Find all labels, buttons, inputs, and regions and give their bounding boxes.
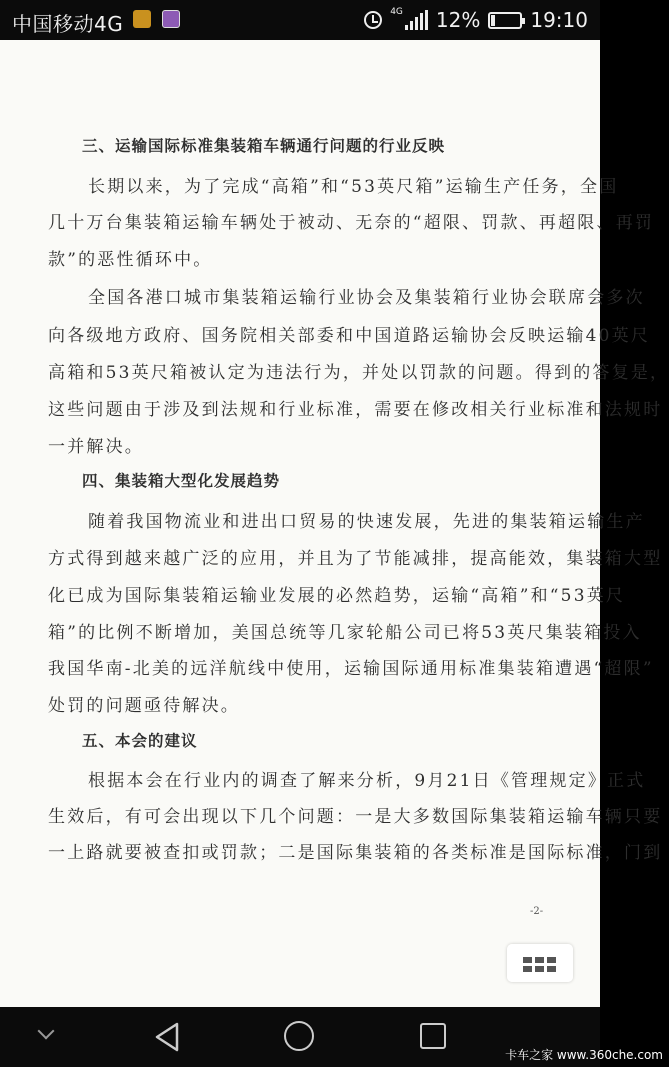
menu-grid-button[interactable] xyxy=(507,944,573,982)
section-heading: 五、本会的建议 xyxy=(82,731,198,750)
paragraph-line: 箱”的比例不断增加，美国总统等几家轮船公司已将53英尺集装箱投入 xyxy=(48,623,642,643)
page-number: -2- xyxy=(530,906,544,917)
paragraph-line: 生效后，有可会出现以下几个问题：一是大多数国际集装箱运输车辆只要 xyxy=(48,807,663,827)
section-heading: 三、运输国际标准集装箱车辆通行问题的行业反映 xyxy=(82,136,446,155)
paragraph-line: 处罚的问题亟待解决。 xyxy=(48,696,240,716)
document-page xyxy=(0,40,669,1007)
menu-grid-icon xyxy=(523,957,556,972)
paragraph-line: 我国华南-北美的远洋航线中使用，运输国际通用标准集装箱遭遇“超限” xyxy=(48,659,654,679)
status-bar xyxy=(0,0,600,40)
gallery-icon xyxy=(162,10,180,28)
paragraph-line: 向各级地方政府、国务院相关部委和中国道路运输协会反映运输40英尺 xyxy=(48,326,651,346)
paragraph-line: 根据本会在行业内的调查了解来分析，9月21日《管理规定》正式 xyxy=(88,771,646,791)
clock-time: 19:10 xyxy=(530,8,588,32)
back-icon[interactable] xyxy=(153,1021,181,1053)
paragraph-line: 高箱和53英尺箱被认定为违法行为，并处以罚款的问题。得到的答复是， xyxy=(48,363,669,383)
paragraph-line: 随着我国物流业和进出口贸易的快速发展，先进的集装箱运输生产 xyxy=(88,512,645,532)
status-indicators xyxy=(364,6,588,34)
battery-icon xyxy=(488,12,522,29)
paragraph-line: 这些问题由于涉及到法规和行业标准，需要在修改相关行业标准和法规时 xyxy=(48,400,663,420)
signal-icon xyxy=(405,10,428,30)
paragraph-line: 方式得到越来越广泛的应用，并且为了节能减排，提高能效，集装箱大型 xyxy=(48,549,663,569)
home-icon[interactable] xyxy=(284,1021,314,1051)
paragraph-line: 一并解决。 xyxy=(48,437,144,457)
network-type: 4G xyxy=(390,7,403,17)
paragraph-line: 全国各港口城市集装箱运输行业协会及集装箱行业协会联席会多次 xyxy=(88,288,645,308)
paragraph-line: 一上路就要被查扣或罚款；二是国际集装箱的各类标准是国际标准，门到 xyxy=(48,843,663,863)
alarm-icon xyxy=(364,11,382,29)
paragraph-line: 长期以来，为了完成“高箱”和“53英尺箱”运输生产任务，全国 xyxy=(88,177,619,197)
app-icon xyxy=(133,10,151,28)
chevron-down-icon[interactable] xyxy=(38,1023,55,1040)
paragraph-line: 款”的恶性循环中。 xyxy=(48,250,213,270)
carrier-name: 中国移动4G xyxy=(12,12,124,36)
paragraph-line: 化已成为国际集装箱运输业发展的必然趋势，运输“高箱”和“53英尺 xyxy=(48,586,626,606)
paragraph-line: 几十万台集装箱运输车辆处于被动、无奈的“超限、罚款、再超限、再罚 xyxy=(48,213,655,233)
watermark: 卡车之家 www.360che.com xyxy=(505,1048,663,1062)
recent-apps-icon[interactable] xyxy=(420,1023,446,1049)
section-heading: 四、集装箱大型化发展趋势 xyxy=(82,471,281,490)
battery-percent: 12% xyxy=(435,8,481,32)
